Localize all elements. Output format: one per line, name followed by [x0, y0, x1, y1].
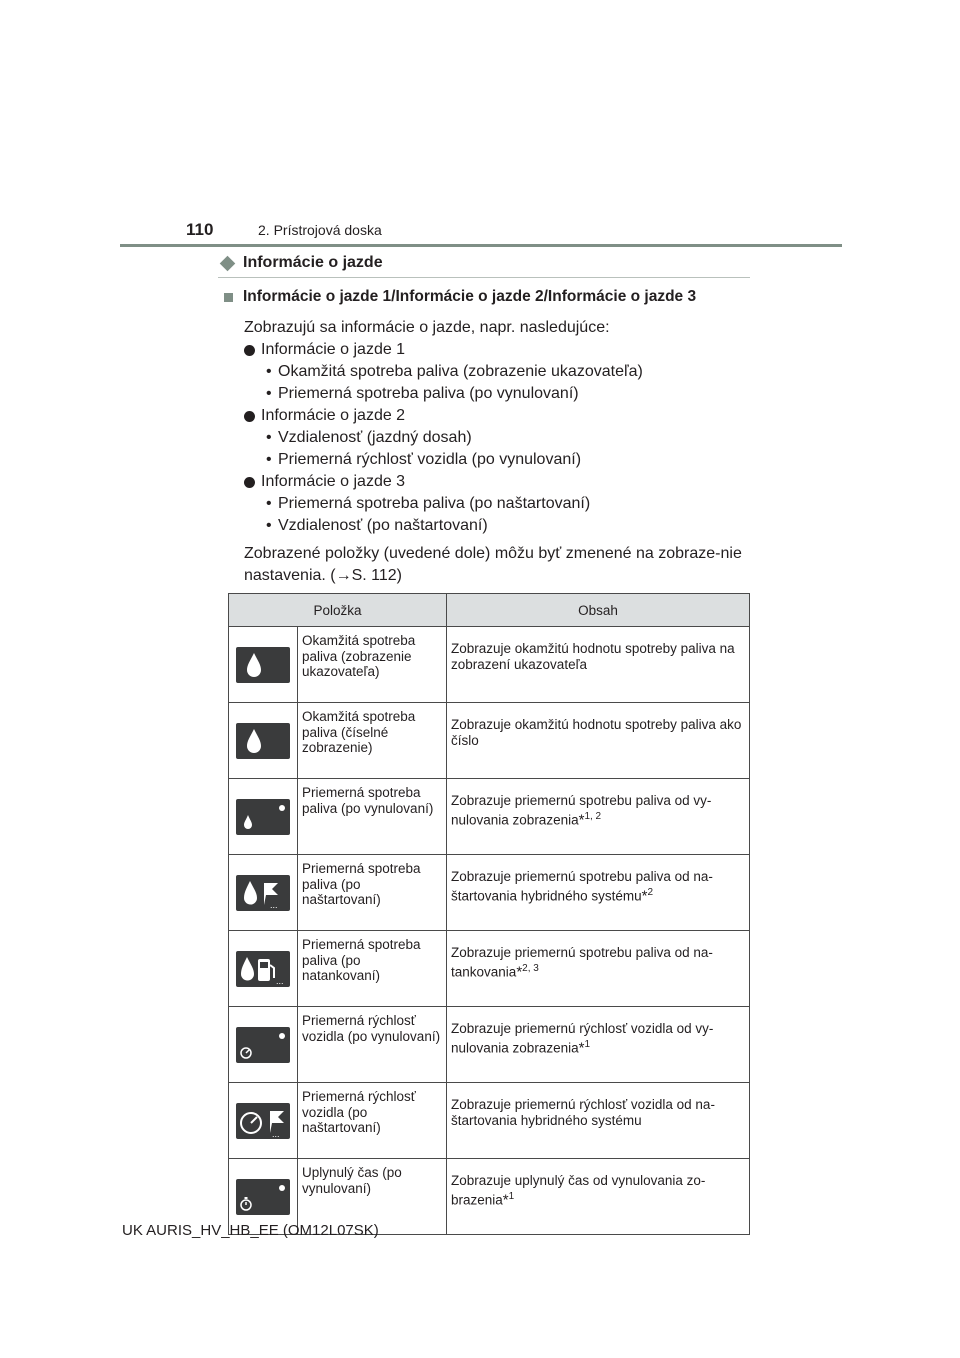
table-row	[229, 931, 750, 1007]
list-item: Vzdialenosť (jazdný dosah)	[278, 429, 472, 446]
group-title: Informácie o jazde 3	[261, 473, 406, 490]
subsection-title: Informácie o jazde 1/Informácie o jazde 2/Informácie o jazde 3	[243, 288, 697, 305]
header-rule	[120, 244, 842, 247]
table-row	[229, 1083, 750, 1159]
item-cell: Okamžitá spotreba paliva (číselné zobrazenie)	[298, 703, 447, 779]
description-cell	[447, 779, 750, 855]
svg-text:...: ...	[270, 899, 278, 910]
table-row	[229, 855, 750, 931]
speedometer-reset-icon	[236, 1027, 290, 1063]
item-cell: Priemerná rýchlosť vozidla (po vynulovaní)	[298, 1007, 447, 1083]
column-header-content: Obsah	[447, 594, 750, 627]
square-bullet-icon	[224, 293, 233, 302]
fuel-drop-icon	[236, 647, 290, 683]
footnote-ref: 2, 3	[522, 963, 539, 974]
description-text: Zobrazuje priemernú spotrebu paliva od vy-nulovania zobrazenia	[451, 793, 712, 828]
chapter-title: 2. Prístrojová doska	[258, 222, 382, 238]
list-item: Priemerná spotreba paliva (po vynulovaní)	[278, 385, 579, 402]
footnote-star-icon: *	[578, 811, 585, 829]
description-cell	[447, 703, 750, 779]
info-table	[228, 593, 750, 1235]
speedometer-flag-icon	[236, 1103, 290, 1139]
table-row	[229, 627, 750, 703]
bullet-dot-icon	[244, 477, 255, 488]
description-cell	[447, 1007, 750, 1083]
intro-text: Zobrazujú sa informácie o jazde, napr. nasledujúce:	[244, 319, 610, 336]
description-text: Zobrazuje okamžitú hodnotu spotreby paliva na zobrazení ukazovateľa	[451, 641, 735, 672]
closing-text: Zobrazené položky (uvedené dole) môžu byť zmenené na zobraze-nie nastavenia. (→S. 112)	[244, 545, 742, 584]
section-title: Informácie o jazde	[243, 254, 383, 271]
description-text: Zobrazuje priemernú spotrebu paliva od na-štartovania hybridného systému	[451, 869, 713, 904]
column-header-item: Položka	[229, 594, 447, 627]
item-cell: Uplynulý čas (po vynulovaní)	[298, 1159, 447, 1235]
description-cell	[447, 855, 750, 931]
table-row	[229, 1007, 750, 1083]
info-group-3: Informácie o jazde 3 • Priemerná spotreba paliva (po naštartovaní) • Vzdialenosť (po naštartovaní)	[244, 471, 756, 537]
description-text: Zobrazuje priemernú rýchlosť vozidla od vy-nulovania zobrazenia	[451, 1021, 714, 1056]
fuel-drop-icon	[236, 723, 290, 759]
section-content	[224, 288, 756, 587]
svg-text:...: ...	[276, 975, 284, 986]
table-row	[229, 703, 750, 779]
list-item: Priemerná spotreba paliva (po naštartovaní)	[278, 495, 591, 512]
item-cell: Priemerná spotreba paliva (po naštartovaní)	[298, 855, 447, 931]
fuel-drop-flag-icon	[236, 875, 290, 911]
svg-text:...: ...	[272, 1128, 280, 1139]
footnote-ref: 1, 2	[584, 811, 602, 822]
description-text: Zobrazuje priemernú rýchlosť vozidla od na-štartovania hybridného systému	[451, 1097, 715, 1128]
description-text: Zobrazuje okamžitú hodnotu spotreby paliva ako číslo	[451, 717, 742, 748]
description-cell	[447, 1159, 750, 1235]
description-cell	[447, 931, 750, 1007]
table-row	[229, 779, 750, 855]
description-text: Zobrazuje uplynulý čas od vynulovania zo-brazenia	[451, 1173, 706, 1208]
section-heading	[218, 254, 750, 278]
footnote-ref: 1	[584, 1039, 590, 1050]
item-cell: Priemerná spotreba paliva (po vynulovaní)	[298, 779, 447, 855]
info-group-1: Informácie o jazde 1 • Okamžitá spotreba paliva (zobrazenie ukazovateľa) • Priemerná spotreba paliva (po vynulovaní)	[244, 339, 756, 405]
document-code: UK AURIS_HV_HB_EE (OM12L07SK)	[122, 1222, 379, 1239]
info-group-2: Informácie o jazde 2 • Vzdialenosť (jazdný dosah) • Priemerná rýchlosť vozidla (po vynulovaní)	[244, 405, 756, 471]
footnote-star-icon: *	[641, 887, 648, 905]
description-text: Zobrazuje priemernú spotrebu paliva od na-tankovania	[451, 945, 713, 980]
bullet-dot-icon	[244, 345, 255, 356]
item-cell: Priemerná spotreba paliva (po natankovaní)	[298, 931, 447, 1007]
list-item: Vzdialenosť (po naštartovaní)	[278, 517, 488, 534]
list-item: Priemerná rýchlosť vozidla (po vynulovaní)	[278, 451, 582, 468]
bullet-dot-icon	[244, 411, 255, 422]
stopwatch-reset-icon	[236, 1179, 290, 1215]
footnote-star-icon: *	[516, 963, 523, 981]
list-item: Okamžitá spotreba paliva (zobrazenie ukazovateľa)	[278, 363, 643, 380]
item-cell: Priemerná rýchlosť vozidla (po naštartovaní)	[298, 1083, 447, 1159]
group-title: Informácie o jazde 2	[261, 407, 406, 424]
fuel-drop-pump-icon	[236, 951, 290, 987]
item-cell: Okamžitá spotreba paliva (zobrazenie ukazovateľa)	[298, 627, 447, 703]
group-title: Informácie o jazde 1	[261, 341, 406, 358]
footnote-star-icon: *	[502, 1191, 509, 1209]
description-cell	[447, 1083, 750, 1159]
footnote-ref: 1	[508, 1191, 515, 1202]
fuel-drop-reset-icon	[236, 799, 290, 835]
diamond-icon	[220, 255, 236, 271]
page-number: 110	[186, 220, 214, 239]
footnote-star-icon: *	[578, 1039, 585, 1057]
footnote-ref: 2	[647, 887, 654, 898]
description-cell	[447, 627, 750, 703]
